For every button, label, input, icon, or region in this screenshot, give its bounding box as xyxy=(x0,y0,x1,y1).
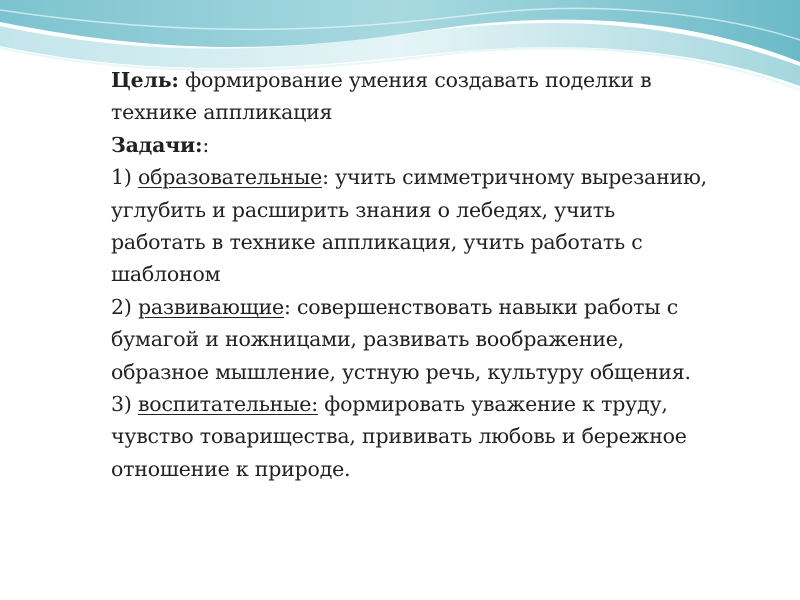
goal-text: формирование умения создавать поделки в технике аппликация xyxy=(111,68,652,125)
task-name: воспитательные: xyxy=(137,392,318,417)
tasks-heading xyxy=(111,129,711,161)
tasks-label: Задачи: xyxy=(111,132,203,157)
task-text: : учить симметричному вырезанию, углубить и расширить знания о лебедях, учить работать в технике аппликация, учить работать с шаблоном xyxy=(111,165,707,287)
task-text: формировать уважение к труду, чувство товарищества, прививать любовь и бережное отношение к природе. xyxy=(111,392,687,481)
task-name: образовательные xyxy=(137,165,323,190)
task-number: 3) xyxy=(111,392,138,417)
task-item-developmental xyxy=(111,291,711,388)
goal-paragraph xyxy=(111,64,711,129)
task-text: : совершенствовать навыки работы с бумагой и ножницами, развивать воображение, образное мышление, устную речь, культуру общения. xyxy=(111,294,691,384)
tasks-label-suffix: : xyxy=(202,132,210,157)
task-item-educational xyxy=(111,161,711,291)
slide-text-block xyxy=(111,64,711,485)
task-number: 2) xyxy=(111,294,138,319)
task-name: развивающие xyxy=(137,294,284,319)
goal-label: Цель: xyxy=(111,68,179,92)
task-number: 1) xyxy=(111,165,138,190)
task-item-upbringing xyxy=(111,388,711,485)
